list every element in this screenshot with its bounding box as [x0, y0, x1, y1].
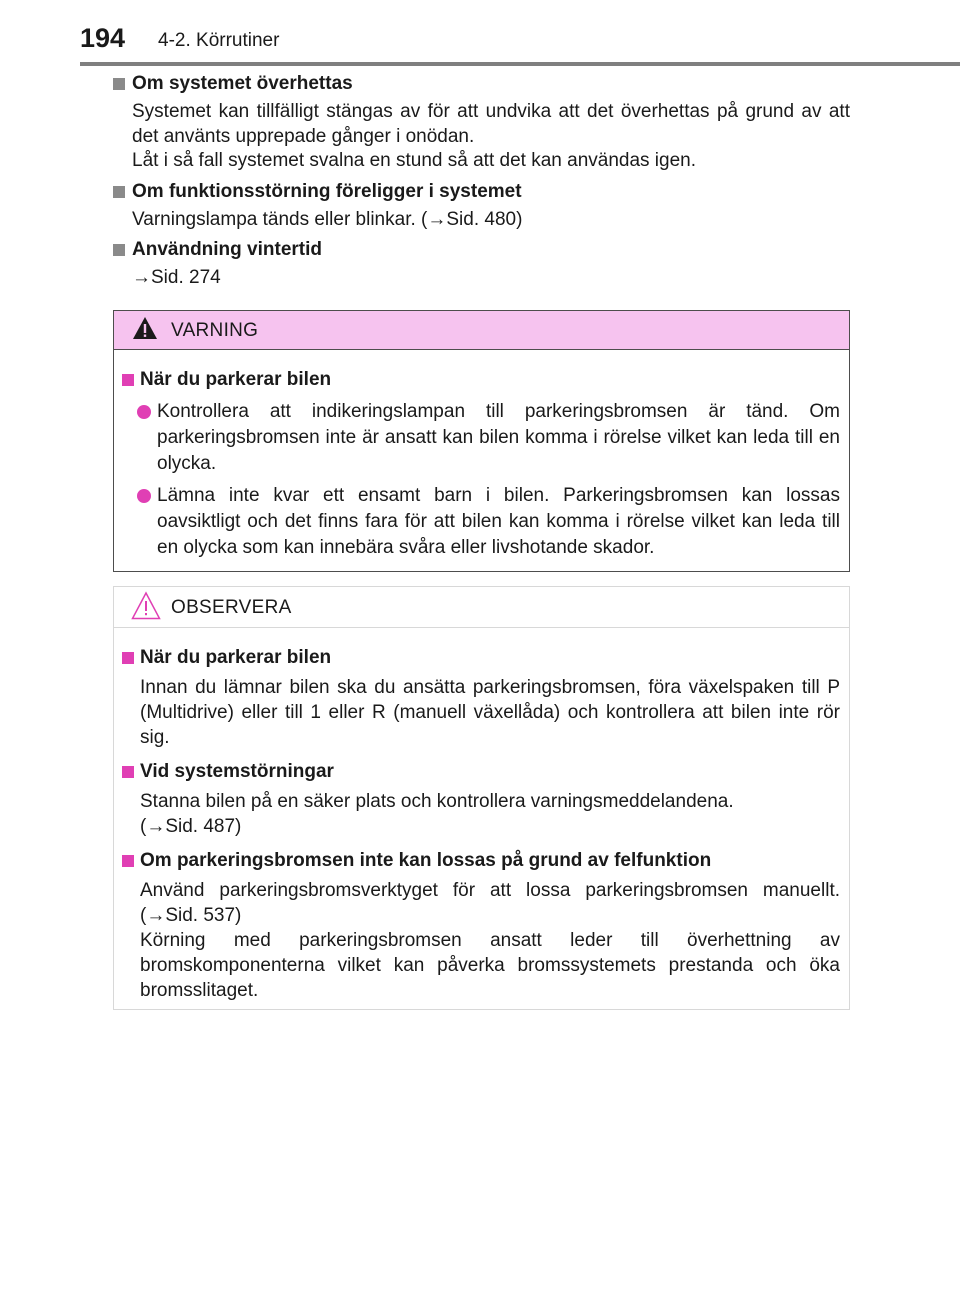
round-bullet-icon [137, 405, 151, 419]
notice-label: OBSERVERA [171, 597, 292, 618]
bullet-text: Kontrollera att indikeringslampan till parkeringsbromsen är tänd. Om parkeringsbromsen inte är ansatt kan bilen komma i rörelse vilket kan leda till en olycka. [157, 401, 840, 474]
intro-item-malfunction [113, 178, 850, 233]
round-bullet-icon [137, 489, 151, 503]
page-header [80, 22, 960, 62]
item-text: Systemet kan tillfälligt stängas av för att undvika att det överhettas på grund av att det använts upprepade gånger i onödan. [132, 101, 850, 147]
item-title: Användning vintertid [132, 239, 322, 260]
warning-title: När du parkerar bilen [140, 369, 332, 390]
warning-box [113, 310, 850, 572]
square-bullet-icon [113, 244, 125, 256]
square-bullet-icon [113, 78, 125, 90]
header-rule [80, 62, 960, 66]
page-reference: →Sid. 274 [132, 267, 221, 288]
square-bullet-icon [122, 766, 134, 778]
notice-box [113, 586, 850, 1010]
intro-item-overheat [113, 70, 850, 174]
notice-item-system-fault [122, 758, 840, 839]
item-text: Stanna bilen på en säker plats och kontrollera varningsmeddelandena. [140, 791, 734, 812]
square-bullet-icon [122, 855, 134, 867]
warning-label: VARNING [171, 320, 259, 341]
intro-item-winter [113, 236, 850, 291]
bullet-text: Lämna inte kvar ett ensamt barn i bilen. Parkeringsbromsen kan lossas oavsiktligt och det finns fara för att bilen kan komma i rörelse vilket kan leda till en olycka som kan innebära svåra eller livshotande skador. [157, 485, 840, 558]
square-bullet-icon [122, 652, 134, 664]
item-text: Körning med parkeringsbromsen ansatt leder till överhettning av bromskomponenterna vilket kan påverka bromssystemets prestanda och öka bromsslitaget. [140, 930, 840, 1001]
warning-bullet [122, 483, 840, 561]
item-text: Varningslampa tänds eller blinkar. (→Sid. 480) [132, 208, 523, 230]
warning-triangle-icon [132, 315, 158, 341]
warning-header [114, 311, 849, 350]
square-bullet-icon [122, 374, 134, 386]
item-text: Använd parkeringsbromsverktyget för att lossa parkeringsbromsen manuellt. (→Sid. 537) [140, 880, 840, 926]
item-title: Om systemet överhettas [132, 73, 353, 94]
caution-triangle-icon [131, 591, 161, 621]
square-bullet-icon [113, 186, 125, 198]
notice-item-release-failure [122, 847, 840, 1003]
item-text: Innan du lämnar bilen ska du ansätta parkeringsbromsen, föra växelspaken till P (Multidrive) eller till 1 eller R (manuell växellåda) och kontrollera att bilen inte rör sig. [140, 677, 840, 748]
notice-header [114, 587, 849, 628]
item-text: Låt i så fall systemet svalna en stund så att det kan användas igen. [132, 150, 697, 171]
item-title: Om parkeringsbromsen inte kan lossas på grund av felfunktion [140, 850, 712, 871]
warning-bullet [122, 399, 840, 477]
page-number: 194 [80, 23, 126, 53]
item-title: Om funktionsstörning föreligger i systemet [132, 180, 522, 202]
intro-section [113, 70, 850, 295]
item-title: När du parkerar bilen [140, 647, 332, 668]
page-reference: (→Sid. 487) [140, 816, 242, 837]
notice-item-parking [122, 644, 840, 750]
section-title: 4-2. Körrutiner [158, 30, 280, 51]
item-title: Vid systemstörningar [140, 761, 334, 782]
